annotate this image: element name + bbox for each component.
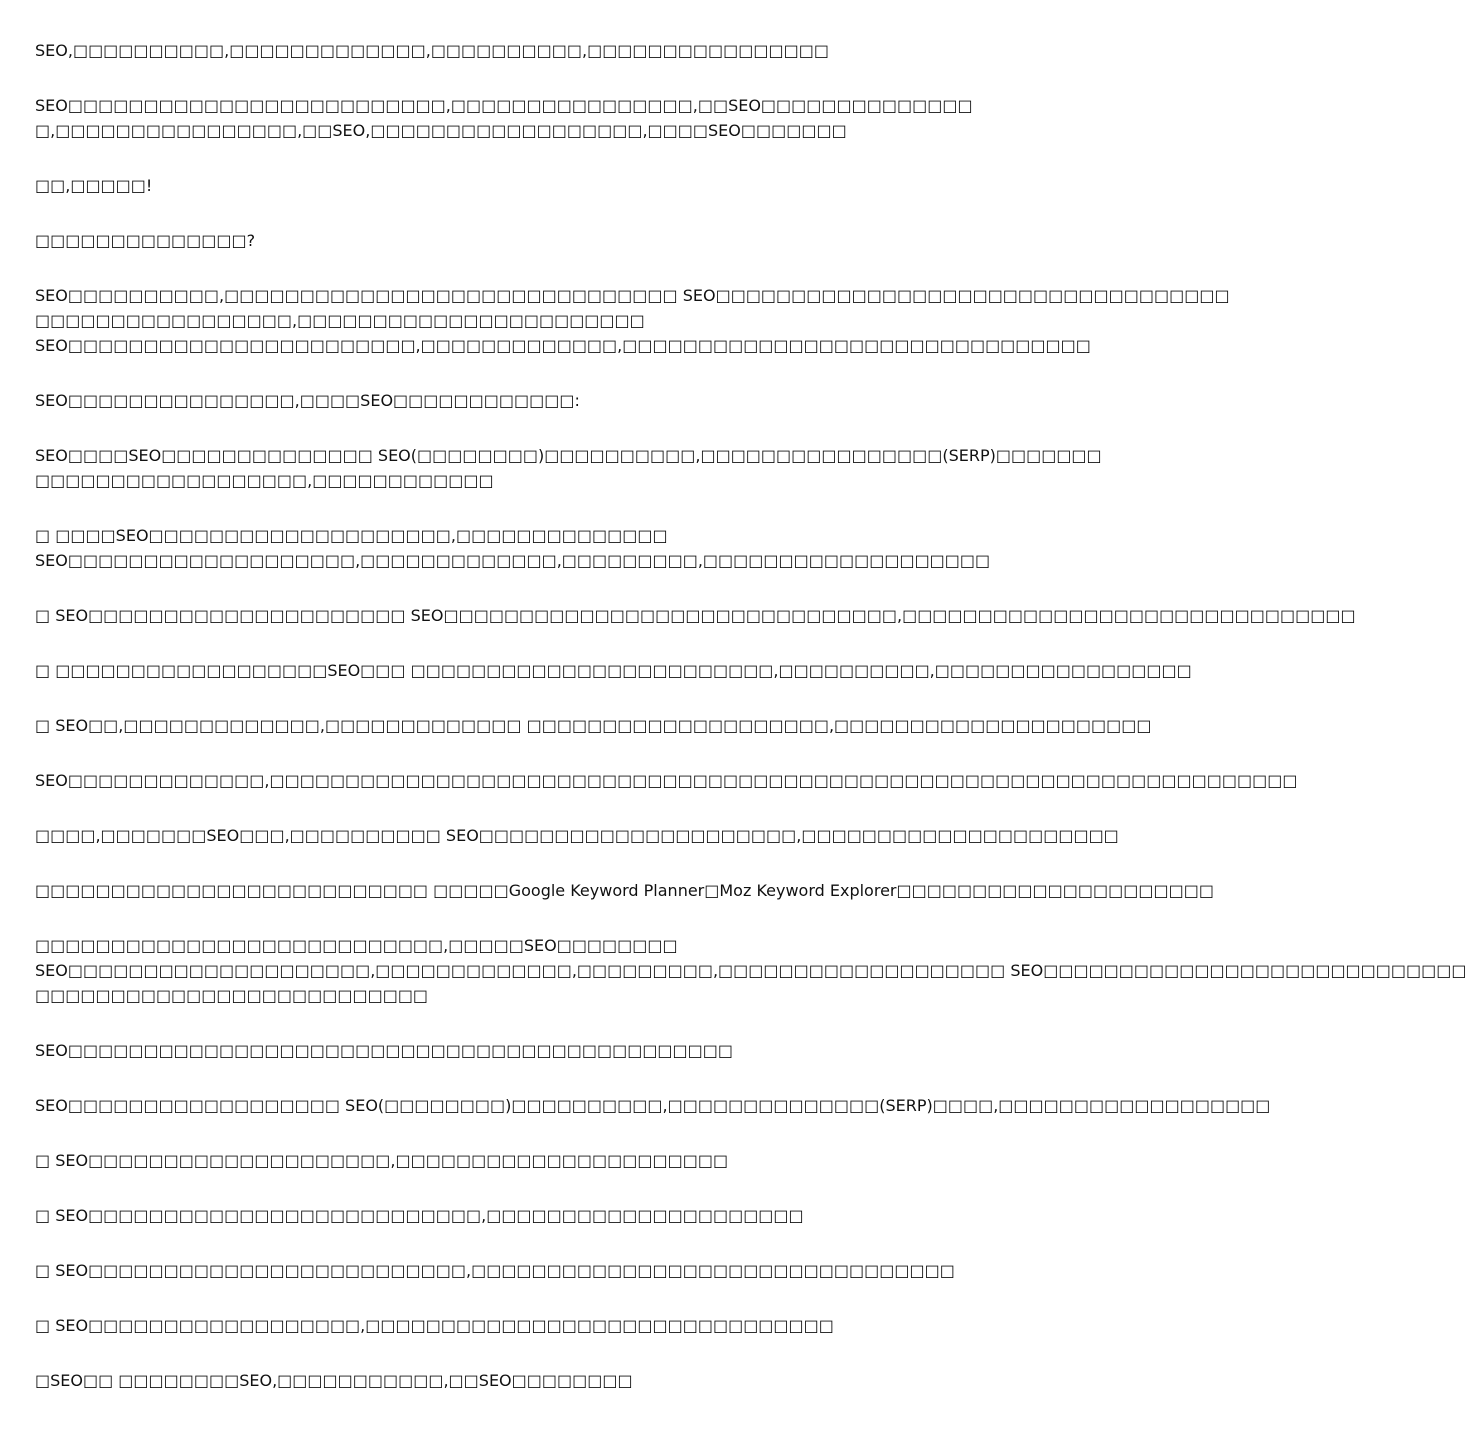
text-line: SEO□□□□SEO□□□□□□□□□□□□□□ SEO(□□□□□□□□)□□□□□□□□□□,□□□□□□□□□□□□□□□□(SERP)□□□□□□□ [35, 446, 1102, 465]
document-page [35, 38, 1467, 1423]
text-line: □ SEO□□□□□□□□□□□□□□□□□□,□□□□□□□□□□□□□□□□□□□□□□□□□□□□□□□ [35, 1316, 834, 1335]
paragraph [35, 1203, 995, 1228]
text-line: SEO□□□□□□□□□□□□□□□□□□□□□□□,□□□□□□□□□□□□□,□□□□□□□□□□□□□□□□□□□□□□□□□□□□□□□ [35, 336, 1091, 355]
text-line: □,□□□□□□□□□□□□□□□□,□□SEO,□□□□□□□□□□□□□□□□□□,□□□□SEO□□□□□□□ [35, 121, 847, 140]
text-line: SEO□□□□□□□□□□□□□□□□□□□□□□□□□,□□□□□□□□□□□□□□□□,□□SEO□□□□□□□□□□□□□□ [35, 96, 973, 115]
paragraph [35, 713, 1152, 738]
text-line: SEO□□□□□□□□□□□□□□□□□□□,□□□□□□□□□□□□□,□□□□□□□□□,□□□□□□□□□□□□□□□□□□□ [35, 551, 991, 570]
paragraph [35, 523, 995, 573]
text-line: SEO□□□□□□□□□□□□□,□□□□□□□□□□□□□□□□□□□□□□□□□□□□□□□□□□□□□□□□□□□□□□□□□□□□□□□□□□□□□□□□□□□□ [35, 771, 1298, 790]
text-line: SEO□□□□□□□□□□□□□□□□□□□□,□□□□□□□□□□□□□,□□□□□□□□□,□□□□□□□□□□□□□□□□□□□ SEO□□□□□□□□□□□□□□□□□□□□□□□□□□□□ [35, 961, 1467, 980]
paragraph [35, 1258, 995, 1283]
text-line: □□□□□□□□□□□□□□□□□□□□□□□□□□ [35, 986, 429, 1005]
text-line: □□□□,□□□□□□□SEO□□□,□□□□□□□□□□ SEO□□□□□□□□□□□□□□□□□□□□□,□□□□□□□□□□□□□□□□□□□□□ [35, 826, 1119, 845]
text-line: □ □□□□□□□□□□□□□□□□□□SEO□□□ □□□□□□□□□□□□□□□□□□□□□□□□,□□□□□□□□□□,□□□□□□□□□□□□□□□□□ [35, 661, 1192, 680]
paragraph [35, 388, 995, 413]
paragraph [35, 878, 1214, 903]
text-line: SEO□□□□□□□□□□□□□□□□□□ SEO(□□□□□□□□)□□□□□□□□□□,□□□□□□□□□□□□□□(SERP)□□□□,□□□□□□□□□□□□□□□□□□ [35, 1096, 1271, 1115]
paragraph [35, 38, 995, 63]
paragraph [35, 283, 1230, 358]
paragraph [35, 1038, 995, 1063]
text-line: SEO,□□□□□□□□□□,□□□□□□□□□□□□□,□□□□□□□□□□,□□□□□□□□□□□□□□□□ [35, 41, 829, 60]
text-line: □SEO□□ □□□□□□□□SEO,□□□□□□□□□□□,□□SEO□□□□□□□□ [35, 1371, 633, 1390]
paragraph [35, 1093, 1271, 1118]
text-line: □ SEO□□□□□□□□□□□□□□□□□□□□,□□□□□□□□□□□□□□□□□□□□□□ [35, 1151, 729, 1170]
text-line: □ SEO□□□□□□□□□□□□□□□□□□□□□□□□□,□□□□□□□□□□□□□□□□□□□□□□□□□□□□□□□□ [35, 1261, 955, 1280]
paragraph [35, 1148, 995, 1173]
paragraph [35, 933, 1467, 1008]
paragraph [35, 768, 1298, 793]
paragraph [35, 658, 1192, 683]
paragraph [35, 1313, 995, 1338]
text-line: □□,□□□□□! [35, 176, 153, 195]
text-line: □□□□□□□□□□□□□□□□□□,□□□□□□□□□□□□ [35, 471, 494, 490]
text-line: □ □□□□SEO□□□□□□□□□□□□□□□□□□□□,□□□□□□□□□□□□□□ [35, 526, 668, 545]
text-line: □ SEO□□□□□□□□□□□□□□□□□□□□□ SEO□□□□□□□□□□□□□□□□□□□□□□□□□□□□□□,□□□□□□□□□□□□□□□□□□□□□□□□□□□□□□ [35, 606, 1356, 625]
text-line: □□□□□□□□□□□□□□□□□□□□□□□□□□ □□□□□Google Keyword Planner□Moz Keyword Explorer□□□□□□□□□□□□□□□□□□□□□ [35, 881, 1214, 900]
text-line: SEO□□□□□□□□□□,□□□□□□□□□□□□□□□□□□□□□□□□□□□□□□ SEO□□□□□□□□□□□□□□□□□□□□□□□□□□□□□□□□□□ [35, 286, 1230, 305]
paragraph [35, 603, 1356, 628]
paragraph [35, 93, 995, 143]
text-line: □ SEO□□,□□□□□□□□□□□□□,□□□□□□□□□□□□□ □□□□□□□□□□□□□□□□□□□□,□□□□□□□□□□□□□□□□□□□□□ [35, 716, 1152, 735]
text-line: □□□□□□□□□□□□□□□□□,□□□□□□□□□□□□□□□□□□□□□□□ [35, 311, 645, 330]
text-line: □□□□□□□□□□□□□□□□□□□□□□□□□□□,□□□□□SEO□□□□□□□□ [35, 936, 678, 955]
text-line: □ SEO□□□□□□□□□□□□□□□□□□□□□□□□□□,□□□□□□□□□□□□□□□□□□□□□ [35, 1206, 804, 1225]
text-line: SEO□□□□□□□□□□□□□□□,□□□□SEO□□□□□□□□□□□□: [35, 391, 580, 410]
text-line: SEO□□□□□□□□□□□□□□□□□□□□□□□□□□□□□□□□□□□□□□□□□□□□ [35, 1041, 734, 1060]
paragraph [35, 228, 995, 253]
paragraph [35, 173, 995, 198]
paragraph [35, 823, 1119, 848]
text-line: □□□□□□□□□□□□□□? [35, 231, 256, 250]
paragraph [35, 443, 1102, 493]
paragraph [35, 1368, 995, 1393]
